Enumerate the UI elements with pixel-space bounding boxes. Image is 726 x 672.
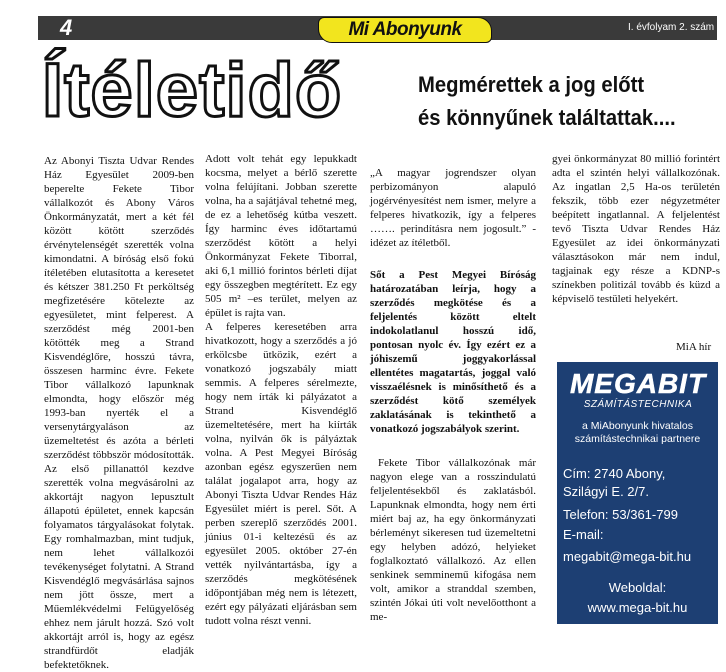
subhead-line-2: és könnyűnek találtattak.... (418, 105, 676, 130)
ad-address-line-1: Cím: 2740 Abony, (563, 466, 666, 481)
article-signature: MiA hír (676, 341, 712, 353)
page-number: 4 (60, 15, 73, 40)
issue-label: I. évfolyam 2. szám (628, 22, 715, 33)
headline: Ítéletidő (42, 48, 343, 133)
article-column-2: Adott volt tehát egy lepukkadt kocsma, melyet a bérlő szerette volna felújítani. Jobban szerette volna, ha a sajátjával tehetné meg, de ez a lehetőség kútba veszett. Így harminc éves időtartamú szerződést kötött a helyi Önkormányzat Fekete Tiborral, aki 6,1 millió forintos bérleti díjat egy összegben megtérített. Ez egy 505 m² –es terület, melyen az épület is rajta van. A felperes keresetében arra hivatkozott, hogy a szerződés a jó erkölcsbe ütközik, ezért a vonatkozó jogszabály miatt semmis. A felperes sérelmezte, hogy nem írták ki pályázatot a Strand Kisvendéglő üzemeltetésére, mert ha kiírták volna, nyilván ők is pályáztak volna. A Pest Megyei Bíróság azonban egész egyszerűen nem találat jogalapot arra, hogy az Abonyi Tiszta Udvar Rendes Ház Egyesület miért is perel. Sőt. A perben szereplő szerződés 2001. június 01-i keltezésű és az egyesület 2005. október 27-én vették nyilvántartásba, így a szerződés megkötésének időpontjában még nem is létezett, ezért egy pályázati eljárásban sem tudott volna részt venni. (205, 153, 357, 627)
court-quote: „A magyar jogrendszer olyan perbizományon alapuló jogérvényesítést nem ismer, melyre a felperes hivatkozik, így a felperes ……. perindításra nem jogosult.” - idézet az ítéletből. (370, 167, 536, 249)
subhead-line-1: Megmérettek a jog előtt (418, 72, 645, 97)
ad-email-label: E-mail: (563, 527, 604, 542)
megabit-logo: MEGABIT (569, 368, 707, 399)
ad-address-line-2: Szilágyi E. 2/7. (563, 484, 649, 499)
ad-phone: Telefon: 53/361-799 (563, 507, 678, 522)
ad-website[interactable]: www.mega-bit.hu (587, 600, 688, 615)
ad-subtitle: SZÁMÍTÁSTECHNIKA (583, 399, 693, 410)
newspaper-logo: Mi Abonyunk (318, 17, 492, 43)
article-paragraph: Fekete Tibor vállalkozónak már nagyon elege van a rosszindulatú feljelentésekből és zaklatásból. Lapunknak elmondta, hogy nem érti miért baj az, ha egy önkormányzati bérleményt sikeresen tud üzemeltetni egy helyben adózó, helyieket foglalkoztató vállalkozó. Az ellen senkinek semminemű kifogása nem volt, amikor a stranddal szemben, szintén Jókai úti volt nevelőotthont a me- (370, 457, 536, 623)
ad-description: a MiAbonyunk hivatalos számítástechnikai partnere (574, 420, 701, 445)
bold-paragraph: Sőt a Pest Megyei Bíróság határozatában leírja, hogy a szerződés megkötése és a feljelentés között eltelt indokolatlanul hosszú idő, pontosan nyolc év. Így ezért ez a jóhiszemű joggyakorlással ellentétes magatartás, joggal való visszaélésnek is minősíthető és a szerződést kötő személyek zaklatásának is tekinthető a vonatkozó jogszabályok szerint. (370, 269, 536, 435)
ad-email[interactable]: megabit@mega-bit.hu (563, 549, 692, 564)
article-column-4: gyei önkormányzat 80 millió forintért adta el szintén helyi vállalkozónak. Az ingatlan 2,5 Ha-os területén fekszik, több ezer négyzetméter beépített ingatlannal. A feljelentést tevő Tiszta Udvar Rendes Ház Egyesület az idei önkormányzati választásokon már nem indul, tagjainak egy része a KDNP-s színekben politizál tovább és küzd a képviselő testületi helyekért. (552, 153, 720, 305)
ad-web-label: Weboldal: (608, 580, 667, 595)
article-column-1: Az Abonyi Tiszta Udvar Rendes Ház Egyesület 2009-ben beperelte Fekete Tibor vállalkozót és Abony Város Önkormányzatát, mert a két fél között kötött szerződés érvénytelenségét szerették volna kimondatni. A bíróság első fokú ítéletében elutasította a keresetet és kétszer 381.250 Ft perköltség megfizetésére kötelezte az egyesületet, mint felperest. A szerződést még 2001-ben kötötték meg a Strand Kisvendéglőre, hosszú távra, összesen harminc évre. Fekete Tibor vállalkozó lapunknak elmondta, hogy először még 1993-ban nyerték el a versenytárgyaláson az üzemeltetést és azóta a bérleti szerződést többször módosították. Az első pillanattól kezdve szerették volna megvásárolni az akkortájt nagyon lepusztult állapotú épületet, ennek kapcsán folyamatos tárgyalásokat folytak. Egy romhalmazban, mint tudjuk, nem lehet vállalkozói tevékenységet folytatni. A Strand Kisvendéglő megvásárlása sajnos nem jött össze, mert a Műemlékvédelmi Felügyelőség ehhez nem járult hozzá. Szó volt akkortájt arról is, hogy az egész strandfürdőt eladják befektetőknek. (44, 155, 194, 671)
subheadline (418, 68, 694, 134)
article-column-3 (370, 152, 536, 638)
megabit-advertisement[interactable] (557, 362, 718, 624)
